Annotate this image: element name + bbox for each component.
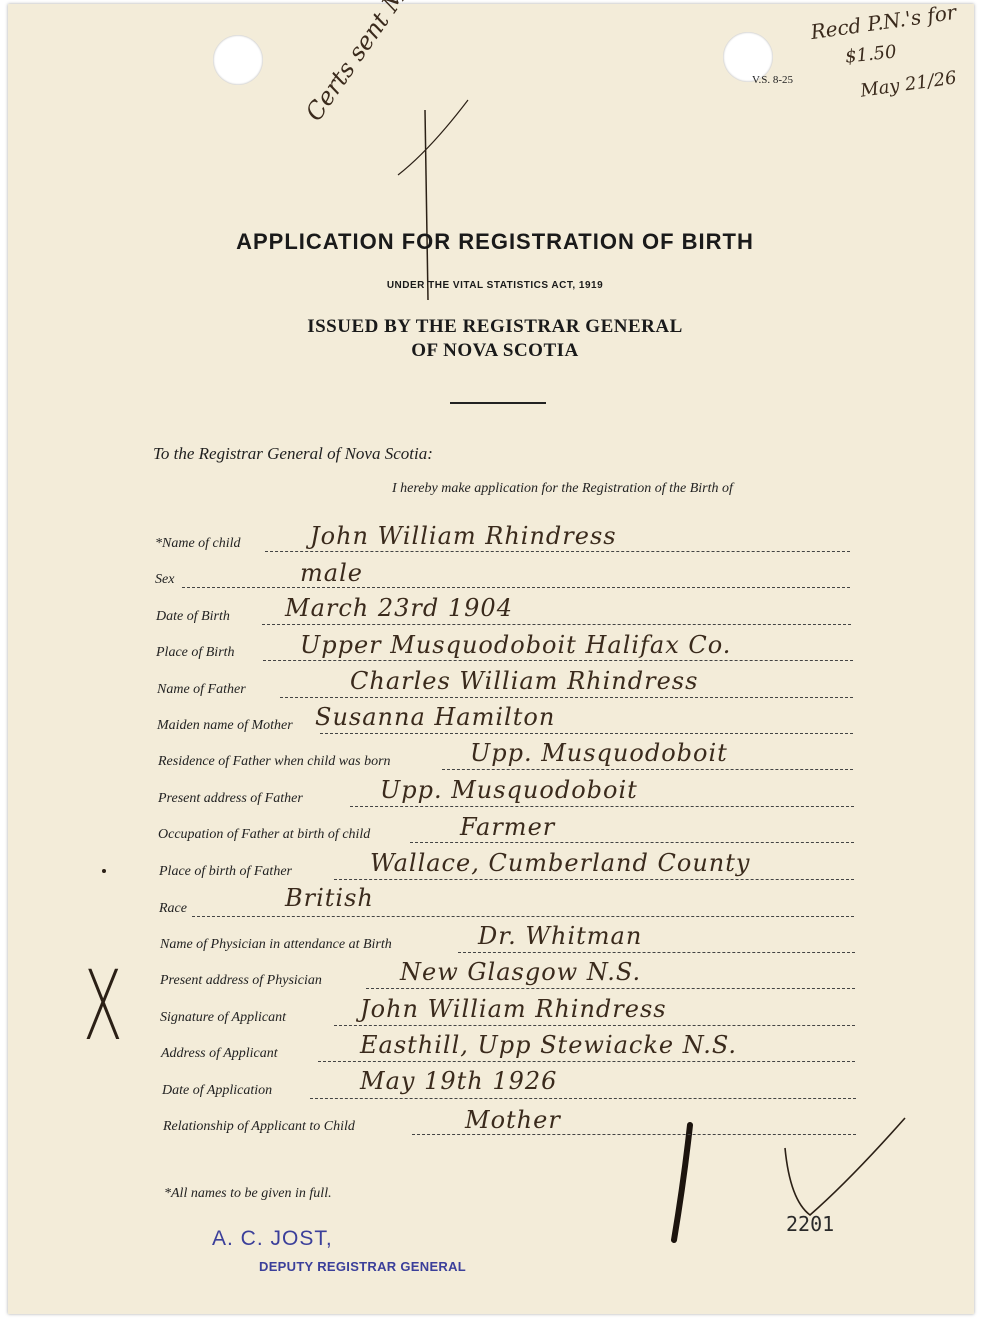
field-value: John William Rhindress	[310, 522, 617, 550]
form-title: APPLICATION FOR REGISTRATION OF BIRTH	[236, 229, 754, 254]
checkmark-stroke-bottom	[785, 1118, 905, 1215]
field-line	[310, 1098, 856, 1099]
field-label: Present address of Physician	[160, 973, 322, 988]
salutation: To the Registrar General of Nova Scotia:	[153, 444, 433, 463]
issuer-line-2: OF NOVA SCOTIA	[411, 340, 579, 361]
field-value: Upp. Musquodoboit	[470, 739, 728, 767]
margin-x-mark: X	[83, 950, 123, 1062]
field-line	[263, 660, 853, 661]
field-value: John William Rhindress	[360, 995, 667, 1023]
field-value: March 23rd 1904	[285, 594, 513, 622]
field-label: Name of Physician in attendance at Birth	[160, 937, 392, 952]
field-label: Maiden name of Mother	[157, 718, 293, 733]
field-label: Place of birth of Father	[159, 864, 292, 879]
field-line	[280, 697, 853, 698]
field-value: Farmer	[460, 813, 556, 841]
field-line	[192, 916, 854, 917]
corner-note-line2: $1.50	[844, 41, 898, 68]
title-divider	[450, 402, 546, 404]
field-value: New Glasgow N.S.	[400, 958, 642, 986]
field-label: Relationship of Applicant to Child	[163, 1119, 355, 1134]
stamp-name: A. C. JOST,	[212, 1227, 333, 1250]
field-value: Mother	[465, 1106, 561, 1134]
field-value: male	[300, 559, 363, 587]
field-line	[265, 551, 850, 552]
field-value: British	[285, 884, 374, 912]
field-line	[182, 587, 850, 588]
vertical-pen-stroke	[425, 110, 428, 300]
checkmark-stroke-top	[398, 100, 468, 175]
serial-number: 2201	[786, 1212, 835, 1236]
field-line	[262, 624, 851, 625]
corner-note-line1: Recd P.N.'s for	[809, 0, 958, 45]
field-label: Date of Application	[162, 1083, 273, 1098]
field-label: Date of Birth	[156, 609, 230, 624]
field-value: Easthill, Upp Stewiacke N.S.	[360, 1031, 738, 1059]
field-value: Susanna Hamilton	[315, 703, 556, 731]
field-label: Present address of Father	[158, 791, 303, 806]
field-value: May 19th 1926	[360, 1067, 558, 1095]
field-label: *Name of child	[155, 536, 241, 551]
field-label: Occupation of Father at birth of child	[158, 827, 371, 842]
field-line	[334, 879, 854, 880]
intro-text: I hereby make application for the Registration of the Birth of	[392, 481, 733, 496]
field-label: Race	[159, 901, 187, 916]
field-line	[350, 806, 854, 807]
vertical-ink-mark	[674, 1125, 690, 1240]
field-value: Charles William Rhindress	[350, 667, 699, 695]
stamp-title: DEPUTY REGISTRAR GENERAL	[259, 1259, 467, 1274]
field-value: Upp. Musquodoboit	[380, 776, 638, 804]
field-line	[320, 733, 853, 734]
field-label: Sex	[155, 572, 175, 587]
field-label: Address of Applicant	[161, 1046, 278, 1061]
form-code: V.S. 8-25	[752, 74, 794, 86]
field-line	[318, 1061, 855, 1062]
field-line	[412, 1134, 856, 1135]
field-value: Dr. Whitman	[478, 922, 643, 950]
field-label: Name of Father	[157, 682, 246, 697]
form-subtitle: UNDER THE VITAL STATISTICS ACT, 1919	[386, 280, 604, 291]
ink-dot	[102, 869, 106, 873]
issuer-line-1: ISSUED BY THE REGISTRAR GENERAL	[307, 316, 683, 337]
field-line	[410, 842, 854, 843]
field-line	[366, 988, 855, 989]
field-label: Residence of Father when child was born	[158, 754, 391, 769]
field-line	[334, 1025, 855, 1026]
field-label: Signature of Applicant	[160, 1010, 286, 1025]
corner-note-line3: May 21/26	[859, 67, 958, 102]
field-value: Upper Musquodoboit Halifax Co.	[300, 631, 732, 659]
field-line	[458, 952, 855, 953]
field-label: Place of Birth	[156, 645, 235, 660]
field-line	[442, 769, 853, 770]
footnote: *All names to be given in full.	[164, 1186, 332, 1201]
field-value: Wallace, Cumberland County	[370, 849, 751, 877]
